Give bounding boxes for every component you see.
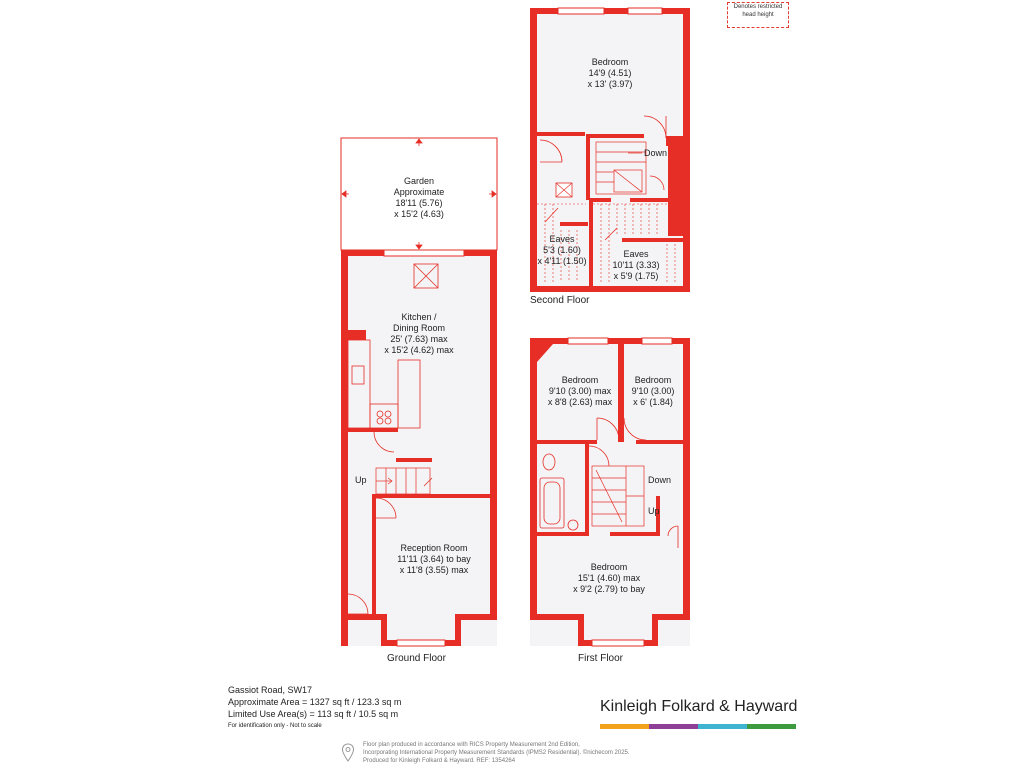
room-name: Eaves xyxy=(623,249,649,259)
restricted-height-legend xyxy=(727,2,789,28)
legend-line-1: Denotes restricted xyxy=(733,4,783,10)
patio-doors xyxy=(384,250,464,256)
room-dim: 11'11 (3.64) to bay xyxy=(397,554,471,564)
wall xyxy=(530,8,690,14)
room-dim: x 6' (1.84) xyxy=(633,397,673,407)
window xyxy=(628,8,662,14)
room-dim: 15'1 (4.60) max xyxy=(577,573,641,583)
room-dim: x 5'9 (1.75) xyxy=(613,271,659,281)
room-dim: x 11'8 (3.55) max xyxy=(399,565,469,575)
address: Gassiot Road, SW17 xyxy=(228,685,313,695)
wall xyxy=(586,134,590,200)
window xyxy=(642,338,672,344)
bay-window xyxy=(397,640,445,646)
room-label-kitchen xyxy=(374,312,464,356)
wall xyxy=(656,496,660,536)
footer-line-3: Produced for Kinleigh Folkard & Hayward. REF: 1354264 xyxy=(363,758,516,764)
footer-line-1: Floor plan produced in accordance with RICS Property Measurement 2nd Edition, xyxy=(363,742,580,748)
room-label-bedroom-first-left xyxy=(542,375,618,408)
brand-name: Kinleigh Folkard & Hayward xyxy=(600,698,798,715)
window xyxy=(568,338,608,344)
room-dim: 9'10 (3.00) max xyxy=(548,386,612,396)
room-name: Eaves xyxy=(549,234,575,244)
room-dim: 14'9 (4.51) xyxy=(588,68,632,78)
stairs-label-up-first: Up xyxy=(648,506,660,516)
wall xyxy=(537,132,585,136)
room-label-bedroom-first-main xyxy=(564,562,654,595)
legend-line-2: head height xyxy=(742,12,774,18)
wall xyxy=(537,532,589,536)
brand-color-swatch xyxy=(600,724,649,729)
wall xyxy=(341,250,348,646)
room-name: Dining Room xyxy=(392,323,446,333)
stairs-label-down-first: Down xyxy=(648,475,672,485)
location-pin-icon xyxy=(341,743,355,763)
wall xyxy=(341,614,381,620)
room-label-reception xyxy=(384,543,484,576)
limited-use-area: Limited Use Area(s) = 113 sq ft / 10.5 sq m xyxy=(228,709,399,719)
wall xyxy=(656,614,690,620)
floor-label-ground: Ground Floor xyxy=(387,653,446,664)
chimney-breast xyxy=(348,330,366,340)
room-label-bedroom-second xyxy=(570,57,650,90)
window xyxy=(558,8,604,14)
footer-note xyxy=(363,741,630,765)
room-dim: x 4'11 (1.50) xyxy=(537,256,587,266)
wall xyxy=(372,494,490,498)
room-name: Bedroom xyxy=(590,562,628,572)
wall xyxy=(683,236,690,292)
room-dim: 18'11 (5.76) xyxy=(395,198,443,208)
wall xyxy=(537,440,597,444)
footer-line-2: Incorporating International Property Measurement Standards (IPMS2 Residential). ©nichecom 2025. xyxy=(363,750,630,756)
wall xyxy=(530,614,578,620)
wall xyxy=(372,494,376,614)
wall xyxy=(610,532,660,536)
room-label-eaves-right xyxy=(600,249,672,282)
wall xyxy=(590,134,644,138)
wall xyxy=(396,458,432,462)
ground-floor-area xyxy=(341,250,497,646)
wall xyxy=(461,614,497,620)
room-dim: 10'11 (3.33) xyxy=(612,260,660,270)
wall xyxy=(585,444,589,534)
wall xyxy=(560,222,588,226)
room-dim: x 9'2 (2.79) to bay xyxy=(573,584,645,594)
property-info xyxy=(228,684,401,732)
brand-color-swatch xyxy=(698,724,747,729)
stairs-label-down-second: Down xyxy=(644,148,668,158)
wall xyxy=(530,338,537,620)
room-name: Bedroom xyxy=(591,57,629,67)
room-dim: 25' (7.63) max xyxy=(390,334,448,344)
room-name: Bedroom xyxy=(634,375,672,385)
floor-label-second: Second Floor xyxy=(530,295,590,306)
room-label-garden xyxy=(374,176,464,220)
wall xyxy=(630,198,668,202)
floor-label-first: First Floor xyxy=(578,653,623,664)
brand-color-swatch xyxy=(747,724,796,729)
wall xyxy=(490,250,497,620)
wall xyxy=(683,338,690,620)
room-dim: 5'3 (1.60) xyxy=(543,245,581,255)
room-label-eaves-left xyxy=(533,234,591,267)
wall xyxy=(636,440,683,444)
bay-window xyxy=(592,640,644,646)
brand-color-bar xyxy=(600,724,796,729)
wall xyxy=(622,238,684,242)
room-dim: x 15'2 (4.62) max xyxy=(384,345,454,355)
room-dim: x 13' (3.97) xyxy=(587,79,633,89)
room-name: Approximate xyxy=(393,187,445,197)
room-dim: x 15'2 (4.63) xyxy=(394,209,444,219)
wall xyxy=(593,198,611,202)
room-name: Garden xyxy=(403,176,435,186)
approximate-area: Approximate Area = 1327 sq ft / 123.3 sq m xyxy=(228,697,402,707)
wall xyxy=(683,8,690,138)
identification-note: For identification only - Not to scale xyxy=(228,723,322,729)
brand-color-swatch xyxy=(649,724,698,729)
room-name: Bedroom xyxy=(561,375,599,385)
room-dim: 9'10 (3.00) xyxy=(631,386,675,396)
room-name: Kitchen / xyxy=(401,312,437,322)
wall xyxy=(530,286,690,292)
wall xyxy=(348,428,398,432)
room-name: Reception Room xyxy=(400,543,468,553)
stairs-label-up-ground: Up xyxy=(355,475,367,485)
wall xyxy=(668,136,690,236)
room-label-bedroom-first-right xyxy=(624,375,682,408)
room-dim: x 8'8 (2.63) max xyxy=(547,397,613,407)
